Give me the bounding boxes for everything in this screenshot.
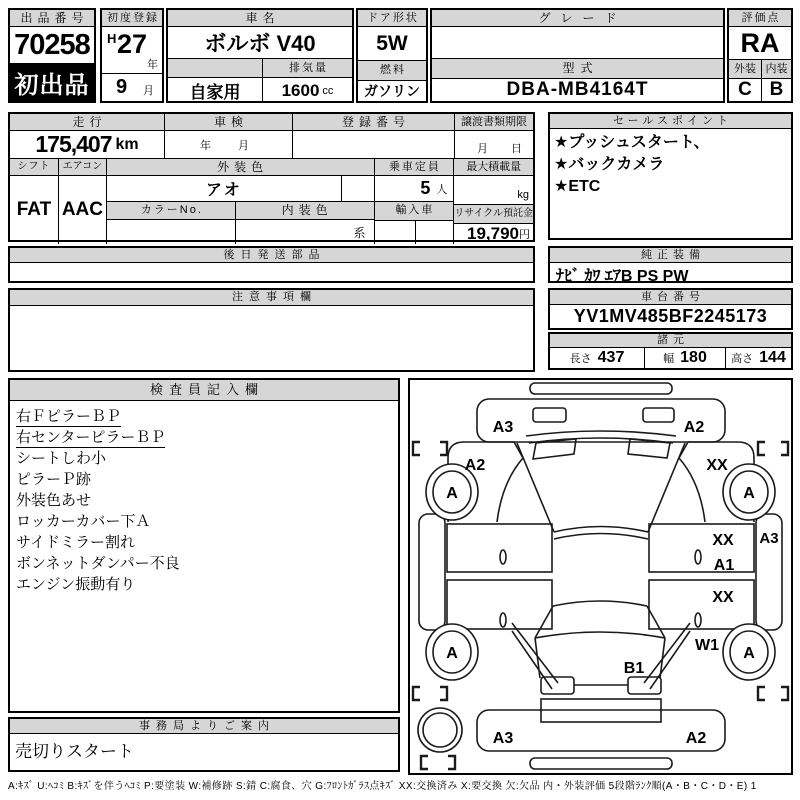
aircon-cell bbox=[58, 159, 106, 244]
mirror-bracket-icon bbox=[440, 687, 447, 700]
damage-label-rear-hatch: B1 bbox=[623, 660, 645, 677]
left-front-door bbox=[447, 524, 552, 572]
inspector-note-6: ロッカーカバー下Ａ bbox=[16, 513, 151, 530]
height-label: 高さ bbox=[731, 353, 754, 365]
damage-label-right-fender: XX bbox=[706, 457, 728, 474]
length-cell bbox=[550, 348, 644, 368]
legend-line: A:ｷｽﾞ U:ﾍｺﾐ B:ｷｽﾞを伴うﾍｺﾐ P:要塗装 W:補修跡 S:錆 C:腐食、穴 G:ﾌﾛﾝﾄｶﾞﾗｽ点ｷｽﾞ XX:交換済み X:要交換 欠:欠品 内・外装評価 5段階ﾗﾝｸ順(A・B・C・D・E) 1 bbox=[8, 781, 757, 792]
length-value: 437 bbox=[597, 349, 625, 366]
rear-lip bbox=[530, 758, 672, 769]
vehicle-detail-table bbox=[8, 112, 535, 242]
model-code-value: DBA-MB4164T bbox=[432, 78, 723, 101]
shift-label: シフト bbox=[10, 159, 58, 176]
interior-grade: B bbox=[769, 79, 784, 100]
shaken-cell bbox=[164, 114, 292, 158]
color-no-label: カラーNo. bbox=[107, 202, 235, 219]
fuel-value: ガソリン bbox=[358, 80, 426, 101]
load-recycle-block bbox=[453, 159, 533, 244]
mileage-cell bbox=[10, 114, 164, 158]
rear-window-bottom bbox=[535, 632, 665, 638]
mirror-bracket-icon bbox=[781, 687, 788, 700]
first-registration-month: 9 bbox=[116, 76, 128, 98]
height-value: 144 bbox=[759, 349, 786, 366]
front-grille-right bbox=[643, 408, 674, 422]
fuel-label: 燃料 bbox=[358, 60, 426, 80]
notes-content bbox=[10, 306, 533, 370]
mirror-bracket-icon bbox=[758, 442, 765, 455]
inspector-notes-box bbox=[8, 378, 400, 713]
score-label: 評価点 bbox=[729, 10, 791, 27]
damage-label-left-fender: A2 bbox=[464, 457, 486, 474]
car-name-value: ボルボ V40 bbox=[204, 31, 316, 56]
inspector-note-7: サイドミラー割れ bbox=[16, 534, 135, 551]
month-suffix: 月 bbox=[143, 85, 154, 97]
left-front-door-handle bbox=[500, 550, 506, 564]
first-listing-badge: 初出品 bbox=[10, 63, 94, 101]
import-cell-1 bbox=[375, 221, 416, 244]
exterior-color-extra-cell bbox=[341, 176, 374, 201]
era-value: H bbox=[107, 31, 117, 46]
mirror-bracket-icon bbox=[440, 442, 447, 455]
transfer-docs-cell bbox=[454, 114, 533, 158]
left-sill bbox=[419, 514, 445, 630]
oem-equipment-box bbox=[548, 246, 793, 283]
oem-equipment-value: ﾅﾋﾞ ｶﾜ ｴｱB PS PW bbox=[556, 268, 689, 285]
door-shape-box bbox=[356, 8, 428, 103]
damage-label-right-front-door-bottom: A1 bbox=[713, 557, 735, 574]
auction-number-label: 出品番号 bbox=[10, 10, 94, 27]
interior-color-suffix: 系 bbox=[235, 220, 374, 244]
cowl-line-1 bbox=[526, 431, 676, 436]
inspector-note-8: ボンネットダンパー不良 bbox=[16, 555, 180, 572]
width-label: 幅 bbox=[663, 353, 675, 365]
mirror-bracket-icon bbox=[421, 756, 428, 769]
inspector-note-3: シートしわ小 bbox=[16, 450, 107, 467]
door-shape-value: 5W bbox=[376, 31, 408, 55]
import-cell-2 bbox=[416, 221, 454, 244]
aircon-label: エアコン bbox=[59, 159, 106, 176]
damage-diagram-box bbox=[408, 378, 793, 775]
front-grille-left bbox=[533, 408, 566, 422]
left-quarter-line-1 bbox=[512, 623, 558, 683]
interior-label: 内装 bbox=[762, 60, 791, 78]
grade-box bbox=[430, 8, 725, 103]
registration-number-value bbox=[293, 131, 454, 158]
capacity-label: 乗車定員 bbox=[375, 159, 454, 176]
sales-point-1: ★プッシュスタート、 bbox=[554, 134, 710, 151]
car-top-view bbox=[410, 380, 791, 773]
inspector-note-1: 右ＦピラーＢＰ bbox=[16, 408, 122, 425]
rear-window-top bbox=[553, 601, 647, 606]
length-label: 長さ bbox=[569, 353, 592, 365]
exterior-grade: C bbox=[729, 79, 762, 101]
left-quarter-line-2 bbox=[512, 631, 552, 689]
damage-label-front-right-wheel: A bbox=[743, 485, 755, 502]
c-pillar-left bbox=[535, 606, 553, 638]
notes-box bbox=[8, 288, 535, 372]
damage-label-right-sill: A3 bbox=[759, 530, 779, 547]
inspector-note-5: 外装色あせ bbox=[16, 492, 92, 509]
registration-number-label: 登録番号 bbox=[293, 114, 454, 131]
inspector-note-4: ピラーＰ跡 bbox=[16, 471, 92, 488]
damage-label-rear-left-wheel: A bbox=[446, 645, 458, 662]
color-block bbox=[106, 159, 374, 244]
displacement-label: 排気量 bbox=[263, 59, 352, 77]
recycle-unit: 円 bbox=[519, 229, 530, 241]
displacement-unit: cc bbox=[322, 84, 334, 97]
transfer-docs-label: 譲渡書類期限 bbox=[455, 114, 533, 131]
right-rear-door-handle bbox=[695, 613, 701, 627]
grade-value bbox=[432, 27, 723, 58]
windshield-base-2 bbox=[554, 534, 648, 540]
sales-points-label: セールスポイント bbox=[550, 114, 791, 129]
windshield-base-1 bbox=[554, 527, 648, 533]
recycle-value: 19,790 bbox=[467, 224, 519, 243]
auction-number-box bbox=[8, 8, 96, 103]
right-quarter-line-1 bbox=[644, 623, 690, 683]
width-value: 180 bbox=[680, 349, 707, 366]
shift-value: FAT bbox=[16, 199, 52, 220]
history-label bbox=[168, 59, 263, 77]
mileage-unit: km bbox=[115, 135, 139, 153]
exterior-color-value: アオ bbox=[205, 182, 242, 199]
height-cell bbox=[725, 348, 791, 368]
later-parts-box bbox=[8, 246, 535, 283]
chassis-number-box bbox=[548, 288, 793, 330]
max-load-unit: kg bbox=[517, 189, 529, 201]
damage-label-right-front-door-top: XX bbox=[712, 532, 734, 549]
first-registration-box bbox=[100, 8, 164, 103]
interior-color-label: 内装色 bbox=[235, 202, 374, 219]
office-label: 事務局よりご案内 bbox=[10, 719, 398, 734]
oem-equipment-label: 純正装備 bbox=[550, 248, 791, 263]
damage-label-rear-bumper-right: A2 bbox=[685, 730, 707, 747]
recycle-label: リサイクル預託金 bbox=[454, 204, 533, 223]
later-parts-label: 後日発送部品 bbox=[10, 248, 533, 263]
mileage-label: 走行 bbox=[10, 114, 164, 131]
inspector-note-2: 右センターピラーＢＰ bbox=[16, 429, 166, 446]
damage-label-front-left-wheel: A bbox=[446, 485, 458, 502]
notes-label: 注意事項欄 bbox=[10, 290, 533, 306]
first-registration-year: 27 bbox=[117, 29, 148, 59]
auction-number-value: 70258 bbox=[14, 28, 90, 61]
damage-label-front-bumper-left: A3 bbox=[492, 419, 514, 436]
chassis-number-value: YV1MV485BF2245173 bbox=[573, 306, 768, 326]
spare-tire-inner bbox=[423, 713, 457, 747]
shaken-label: 車検 bbox=[165, 114, 292, 131]
shaken-value: 年 月 bbox=[200, 139, 257, 152]
front-lip bbox=[530, 383, 672, 394]
registration-number-cell bbox=[292, 114, 454, 158]
shift-cell bbox=[10, 159, 58, 244]
transfer-docs-value: 月 日 bbox=[477, 143, 528, 155]
sales-points-box bbox=[548, 112, 793, 240]
mirror-bracket-icon bbox=[448, 756, 455, 769]
first-registration-label: 初度登録 bbox=[102, 10, 162, 27]
color-no-value bbox=[107, 220, 235, 244]
chassis-number-label: 車台番号 bbox=[550, 290, 791, 305]
exterior-label: 外装 bbox=[729, 60, 762, 78]
specs-label: 諸元 bbox=[550, 334, 791, 348]
later-parts-content bbox=[10, 263, 533, 281]
right-front-door bbox=[649, 524, 754, 572]
import-label: 輸入車 bbox=[375, 201, 454, 220]
door-shape-label: ドア形状 bbox=[358, 10, 426, 27]
car-name-label: 車名 bbox=[168, 10, 352, 27]
damage-label-rear-right-quarter: W1 bbox=[695, 637, 719, 654]
score-value: RA bbox=[740, 27, 780, 58]
right-front-door-handle bbox=[695, 550, 701, 564]
damage-label-rear-right-wheel: A bbox=[743, 645, 755, 662]
inspector-note-9: エンジン振動有り bbox=[16, 576, 136, 593]
mileage-value: 175,407 bbox=[35, 131, 112, 157]
mirror-bracket-icon bbox=[758, 687, 765, 700]
sales-point-2: ★バックカメラ bbox=[554, 156, 665, 173]
inspector-notes-label: 検査員記入欄 bbox=[10, 380, 398, 401]
capacity-unit: 人 bbox=[436, 183, 448, 196]
damage-label-rear-bumper-left: A3 bbox=[492, 730, 514, 747]
displacement-number: 1600 bbox=[281, 80, 320, 100]
mirror-bracket-icon bbox=[413, 442, 420, 455]
mirror-bracket-icon bbox=[413, 687, 420, 700]
displacement-value bbox=[263, 78, 352, 103]
width-cell bbox=[644, 348, 725, 368]
car-name-box bbox=[166, 8, 354, 103]
damage-label-right-rear-door: XX bbox=[712, 589, 734, 606]
exterior-color-label: 外装色 bbox=[107, 159, 374, 176]
mirror-bracket-icon bbox=[781, 442, 788, 455]
sales-point-3: ★ETC bbox=[554, 178, 601, 195]
history-value: 自家用 bbox=[168, 78, 263, 103]
year-suffix: 年 bbox=[147, 59, 158, 71]
model-code-label: 型式 bbox=[432, 58, 723, 78]
capacity-block bbox=[374, 159, 454, 244]
aircon-value: AAC bbox=[61, 199, 103, 220]
damage-label-front-bumper-right: A2 bbox=[683, 419, 705, 436]
left-rear-door-handle bbox=[500, 613, 506, 627]
capacity-value: 5 bbox=[420, 178, 431, 198]
office-box bbox=[8, 717, 400, 772]
office-note: 売切りスタート bbox=[15, 742, 134, 761]
score-box bbox=[727, 8, 793, 103]
specs-box bbox=[548, 332, 793, 370]
right-quarter-line-2 bbox=[650, 631, 690, 689]
grade-label: グレード bbox=[432, 10, 723, 27]
max-load-label: 最大積載量 bbox=[454, 159, 533, 176]
